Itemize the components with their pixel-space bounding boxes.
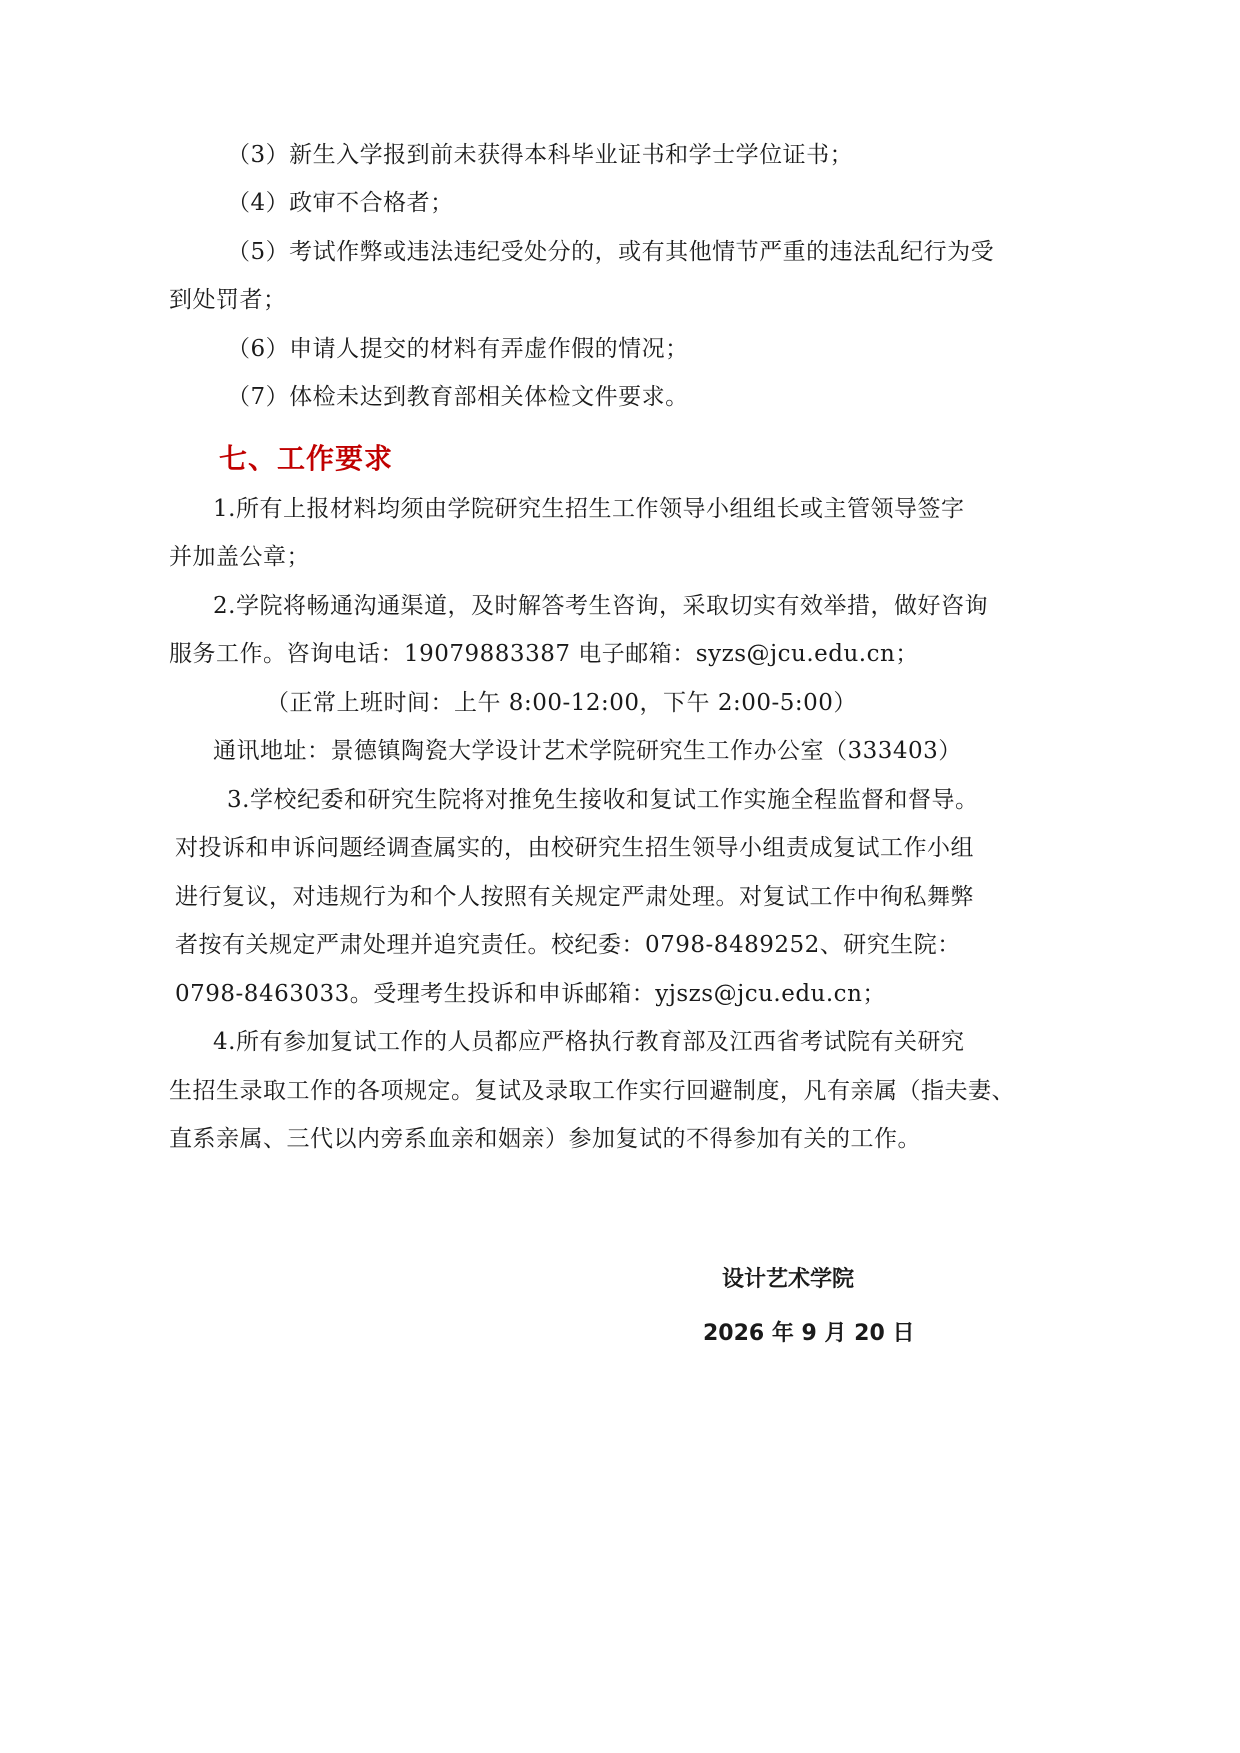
- item-7: （7）体检未达到教育部相关体检文件要求。: [227, 384, 689, 410]
- requirement-3-line-5: 0798-8463033。受理考生投诉和申诉邮箱：yjszs@jcu.edu.cn；: [175, 981, 886, 1007]
- requirement-3-line-4: 者按有关规定严肃处理并追究责任。校纪委：0798-8489252、研究生院：: [175, 932, 961, 958]
- requirement-2-contact: 服务工作。咨询电话：19079883387 电子邮箱：syzs@jcu.edu.cn；: [169, 641, 919, 667]
- section-heading: 七、工作要求: [219, 442, 394, 475]
- requirement-3: 3.学校纪委和研究生院将对推免生接收和复试工作实施全程监督和督导。: [227, 787, 979, 813]
- signature-date: 2026 年 9 月 20 日: [703, 1321, 915, 1346]
- requirement-3-line-3: 进行复议，对违规行为和个人按照有关规定严肃处理。对复试工作中徇私舞弊: [175, 884, 974, 910]
- signature-org: 设计艺术学院: [722, 1267, 855, 1292]
- requirement-3-line-2: 对投诉和申诉问题经调查属实的，由校研究生招生领导小组责成复试工作小组: [175, 835, 974, 861]
- item-5: （5）考试作弊或违法违纪受处分的，或有其他情节严重的违法乱纪行为受: [227, 239, 995, 265]
- requirement-4-line-3: 直系亲属、三代以内旁系血亲和姻亲）参加复试的不得参加有关的工作。: [169, 1126, 921, 1152]
- office-hours: （正常上班时间：上午 8:00-12:00，下午 2:00-5:00）: [266, 690, 857, 716]
- requirement-1-continued: 并加盖公章；: [169, 544, 310, 570]
- mailing-address: 通讯地址：景德镇陶瓷大学设计艺术学院研究生工作办公室（333403）: [213, 738, 962, 764]
- item-4: （4）政审不合格者；: [227, 190, 454, 216]
- requirement-2: 2.学院将畅通沟通渠道，及时解答考生咨询，采取切实有效举措，做好咨询: [213, 593, 988, 619]
- item-6: （6）申请人提交的材料有弄虚作假的情况；: [227, 336, 689, 362]
- requirement-4-line-2: 生招生录取工作的各项规定。复试及录取工作实行回避制度，凡有亲属（指夫妻、: [169, 1078, 1015, 1104]
- item-3: （3）新生入学报到前未获得本科毕业证书和学士学位证书；: [227, 142, 854, 168]
- requirement-4: 4.所有参加复试工作的人员都应严格执行教育部及江西省考试院有关研究: [213, 1029, 965, 1055]
- item-5-continued: 到处罚者；: [169, 287, 287, 313]
- requirement-1: 1.所有上报材料均须由学院研究生招生工作领导小组组长或主管领导签字: [213, 496, 965, 522]
